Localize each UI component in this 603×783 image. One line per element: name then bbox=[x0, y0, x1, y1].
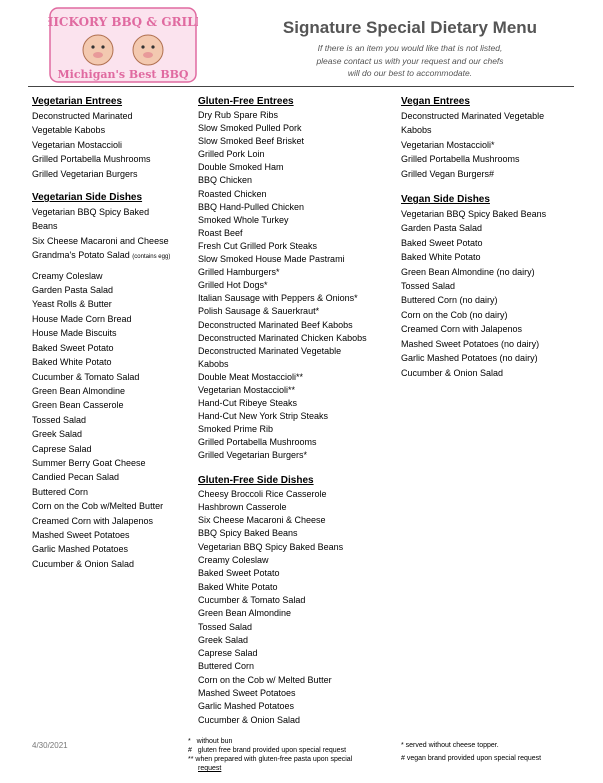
list-item: Slow Smoked Pulled Pork bbox=[198, 123, 302, 134]
list-item: Creamy Coleslaw bbox=[32, 270, 103, 281]
list-item: Garden Pasta Salad bbox=[401, 223, 483, 234]
footnote-text: request bbox=[198, 765, 222, 772]
list-item: Garlic Mashed Potatoes (no dairy) bbox=[401, 353, 538, 364]
logo-bottom-text: Michigan's Best BBQ bbox=[57, 68, 189, 81]
list-item: Deconstructed Marinated Vegetable bbox=[401, 111, 545, 121]
list-item: Corn on the Cob (no dairy) bbox=[401, 309, 508, 320]
list-item: Fresh Cut Grilled Pork Steaks bbox=[198, 240, 318, 251]
footnote-text: * served without cheese topper. bbox=[401, 742, 499, 749]
list-item: Double Smoked Ham bbox=[198, 162, 284, 173]
footnotes-right bbox=[401, 741, 591, 763]
list-item: Polish Sausage & Sauerkraut* bbox=[198, 306, 320, 317]
list-item: Smoked Prime Rib bbox=[198, 424, 274, 435]
list-item: Deconstructed Marinated Vegetable bbox=[198, 345, 342, 356]
list-item: Italian Sausage with Peppers & Onions* bbox=[198, 293, 358, 304]
list-item: Six Cheese Macaroni & Cheese bbox=[198, 515, 326, 526]
list-item: Buttered Corn bbox=[32, 486, 89, 497]
section-heading: Vegan Side Dishes bbox=[401, 194, 490, 206]
list-item: Deconstructed Marinated bbox=[32, 111, 133, 121]
item-list bbox=[198, 488, 398, 727]
list-item: Grilled Hamburgers* bbox=[198, 267, 280, 278]
list-item: Cucumber & Onion Salad bbox=[401, 367, 504, 378]
list-item: Smoked Whole Turkey bbox=[198, 214, 289, 225]
section-heading: Gluten-Free Side Dishes bbox=[198, 474, 314, 486]
list-item: Yeast Rolls & Butter bbox=[32, 299, 112, 310]
list-item: Summer Berry Goat Cheese bbox=[32, 457, 146, 468]
column-vegetarian bbox=[32, 95, 192, 571]
list-item: Tossed Salad bbox=[198, 621, 253, 632]
list-item: Vegetarian Mostaccioli bbox=[32, 139, 123, 150]
list-item: Deconstructed Marinated Chicken Kabobs bbox=[198, 332, 367, 343]
list-item: Hand-Cut Ribeye Steaks bbox=[198, 398, 298, 409]
item-list bbox=[32, 269, 192, 572]
item-list bbox=[401, 207, 581, 380]
item-list bbox=[32, 109, 192, 181]
list-item: Hashbrown Casserole bbox=[198, 501, 287, 512]
list-item: Garlic Mashed Potatoes bbox=[198, 701, 295, 712]
list-item: Slow Smoked Beef Brisket bbox=[198, 136, 305, 147]
list-item: Grilled Hot Dogs* bbox=[198, 280, 268, 291]
list-item: Vegetarian Mostaccioli* bbox=[401, 139, 495, 150]
list-item: Vegetarian BBQ Spicy Baked Beans bbox=[401, 209, 547, 220]
section-heading: Vegetarian Entrees bbox=[32, 96, 123, 107]
list-item: Candied Pecan Salad bbox=[32, 472, 120, 483]
header-divider bbox=[28, 86, 574, 87]
list-item: Green Bean Almondine (no dairy) bbox=[401, 266, 535, 277]
subtitle-line: If there is an item you would like that is not listed, bbox=[317, 43, 503, 53]
list-item: Hand-Cut New York Strip Steaks bbox=[198, 411, 329, 422]
list-item: Grilled Portabella Mushrooms bbox=[32, 154, 151, 165]
footnote-symbol: # bbox=[188, 747, 192, 754]
list-item: Corn on the Cob w/ Melted Butter bbox=[198, 674, 332, 685]
list-item: Caprese Salad bbox=[32, 443, 92, 454]
section-heading: Vegetarian Side Dishes bbox=[32, 192, 143, 204]
list-item: BBQ Hand-Pulled Chicken bbox=[198, 201, 305, 212]
list-item: Double Meat Mostaccioli** bbox=[198, 371, 304, 382]
list-item: Greek Salad bbox=[32, 429, 83, 440]
list-item: BBQ Chicken bbox=[198, 175, 253, 186]
list-item: Garlic Mashed Potatoes bbox=[32, 544, 129, 555]
list-item: Slow Smoked House Made Pastrami bbox=[198, 254, 345, 265]
footnote-symbol: ** bbox=[188, 756, 194, 763]
list-item: Baked Sweet Potato bbox=[32, 342, 114, 353]
subtitle-line: will do our best to accommodate. bbox=[347, 68, 473, 78]
list-item: Creamed Corn with Jalapenos bbox=[401, 324, 523, 335]
item-list bbox=[32, 205, 192, 248]
list-item: Grilled Vegetarian Burgers bbox=[32, 168, 138, 179]
list-item: Six Cheese Macaroni and Cheese bbox=[32, 235, 169, 246]
menu-date: 4/30/2021 bbox=[32, 741, 68, 750]
list-item: Beans bbox=[32, 221, 58, 232]
list-item: Grilled Portabella Mushrooms bbox=[401, 154, 520, 165]
list-item: House Made Corn Bread bbox=[32, 313, 132, 324]
list-item: Vegetarian BBQ Spicy Baked Beans bbox=[198, 541, 344, 552]
footnote-text: gluten free brand provided upon special request bbox=[197, 747, 347, 754]
list-item: Baked White Potato bbox=[198, 581, 278, 592]
list-item: Vegetable Kabobs bbox=[32, 125, 106, 136]
list-item: Greek Salad bbox=[198, 634, 249, 645]
list-item: Cucumber & Onion Salad bbox=[32, 558, 135, 569]
list-item: Buttered Corn bbox=[198, 661, 255, 672]
list-item: Mashed Sweet Potatoes bbox=[198, 687, 296, 698]
footnotes-left bbox=[188, 737, 398, 773]
subtitle-line: please contact us with your request and our chefs bbox=[316, 55, 504, 66]
page-title: Signature Special Dietary Menu bbox=[282, 18, 538, 37]
list-item: House Made Biscuits bbox=[32, 328, 117, 339]
list-item: Creamy Coleslaw bbox=[198, 555, 269, 566]
list-item: Baked Sweet Potato bbox=[198, 568, 280, 579]
list-item: Cucumber & Tomato Salad bbox=[198, 594, 306, 605]
list-item: Garden Pasta Salad bbox=[32, 285, 114, 296]
item-list bbox=[198, 109, 398, 463]
list-item: Mashed Sweet Potatoes bbox=[32, 529, 130, 540]
list-item: BBQ Spicy Baked Beans bbox=[198, 528, 298, 539]
list-item: Caprese Salad bbox=[198, 648, 258, 659]
section-heading: Gluten-Free Entrees bbox=[198, 96, 294, 107]
footnote-text: when prepared with gluten-free pasta upon special bbox=[195, 756, 353, 763]
list-item: Mashed Sweet Potatoes (no dairy) bbox=[401, 338, 540, 349]
list-item bbox=[32, 248, 192, 264]
list-item: Corn on the Cob w/Melted Butter bbox=[32, 501, 164, 512]
list-item: Cucumber & Onion Salad bbox=[198, 714, 301, 725]
list-item: Deconstructed Marinated Beef Kabobs bbox=[198, 319, 353, 330]
list-item: Cucumber & Tomato Salad bbox=[32, 371, 140, 382]
item-list bbox=[401, 109, 581, 181]
list-item: Grilled Vegan Burgers# bbox=[401, 168, 495, 179]
list-item: Grilled Portabella Mushrooms bbox=[198, 437, 317, 448]
item-note: (contains egg) bbox=[132, 254, 171, 261]
list-item: Tossed Salad bbox=[401, 281, 456, 292]
list-item: Kabobs bbox=[198, 358, 229, 369]
list-item: Grilled Vegetarian Burgers* bbox=[198, 450, 308, 461]
list-item: Dry Rub Spare Ribs bbox=[198, 110, 279, 120]
footnote-symbol: * bbox=[188, 738, 191, 745]
list-item: Green Bean Almondine bbox=[198, 608, 292, 619]
list-item: Cheesy Broccoli Rice Casserole bbox=[198, 488, 327, 499]
subtitle bbox=[250, 42, 570, 80]
list-item: Buttered Corn (no dairy) bbox=[401, 295, 498, 306]
list-item: Tossed Salad bbox=[32, 414, 87, 425]
list-item: Vegetarian Mostaccioli** bbox=[198, 384, 296, 395]
list-item: Kabobs bbox=[401, 125, 432, 136]
section-heading: Vegan Entrees bbox=[401, 96, 470, 107]
list-item: Baked White Potato bbox=[401, 252, 481, 263]
column-gluten-free bbox=[198, 95, 398, 727]
list-item: Creamed Corn with Jalapenos bbox=[32, 515, 154, 526]
logo-top-text: HICKORY BBQ & GRILL bbox=[48, 15, 198, 29]
footnote-text: # vegan brand provided upon special request bbox=[401, 755, 542, 762]
list-item: Green Bean Almondine bbox=[32, 385, 126, 396]
item-text: Grandma's Potato Salad bbox=[32, 250, 130, 261]
restaurant-logo bbox=[48, 6, 198, 84]
list-item: Green Bean Casserole bbox=[32, 400, 124, 411]
list-item: Roast Beef bbox=[198, 227, 243, 238]
list-item: Baked White Potato bbox=[32, 357, 112, 368]
list-item: Baked Sweet Potato bbox=[401, 237, 483, 248]
footnote-text: without bun bbox=[196, 738, 233, 745]
list-item: Grilled Pork Loin bbox=[198, 149, 265, 160]
list-item: Vegetarian BBQ Spicy Baked bbox=[32, 207, 150, 218]
list-item: Roasted Chicken bbox=[198, 188, 267, 199]
column-vegan bbox=[401, 95, 581, 380]
